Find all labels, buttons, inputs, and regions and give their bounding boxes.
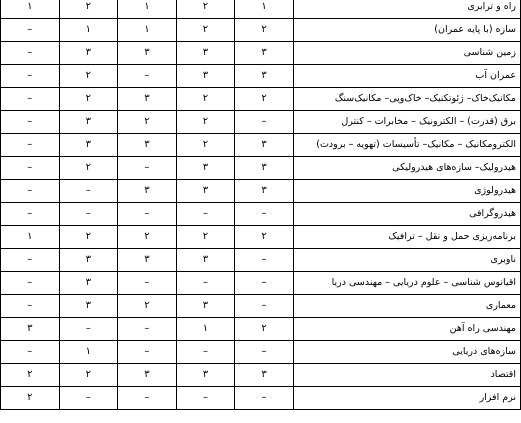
value-cell: ۲ [59, 88, 118, 111]
value-cell: – [118, 341, 177, 364]
value-cell: ۲ [176, 134, 235, 157]
row-label: سازه‌های دریایی [293, 341, 520, 364]
value-cell: – [1, 203, 60, 226]
value-cell: – [235, 203, 294, 226]
value-cell: ۲ [1, 364, 60, 387]
table-body [1, 0, 521, 410]
row-label: مهندسی راه آهن [293, 318, 520, 341]
value-cell: ۱ [118, 0, 177, 19]
table-row [1, 0, 521, 19]
value-cell: – [176, 272, 235, 295]
value-cell: ۲ [235, 318, 294, 341]
value-cell: – [59, 203, 118, 226]
value-cell: – [118, 387, 177, 410]
value-cell: – [118, 203, 177, 226]
value-cell: ۳ [118, 88, 177, 111]
table-row [1, 42, 521, 65]
value-cell: – [235, 341, 294, 364]
value-cell: ۱ [1, 226, 60, 249]
row-label: زمین شناسی [293, 42, 520, 65]
value-cell: ۳ [176, 157, 235, 180]
value-cell: – [1, 65, 60, 88]
value-cell: – [59, 180, 118, 203]
value-cell: – [1, 180, 60, 203]
value-cell: – [176, 341, 235, 364]
row-label: الکترومکانیک – مکانیک– تأسیسات (تهویه – برودت) [293, 134, 520, 157]
table-row [1, 226, 521, 249]
value-cell: – [235, 249, 294, 272]
row-label: اقتصاد [293, 364, 520, 387]
value-cell: – [59, 387, 118, 410]
value-cell: ۲ [1, 387, 60, 410]
value-cell: ۳ [118, 249, 177, 272]
value-cell: – [118, 318, 177, 341]
value-cell: ۳ [59, 295, 118, 318]
value-cell: ۲ [59, 65, 118, 88]
value-cell: ۳ [59, 111, 118, 134]
value-cell: ۲ [118, 226, 177, 249]
value-cell: – [235, 295, 294, 318]
table-row [1, 272, 521, 295]
value-cell: – [1, 157, 60, 180]
value-cell: ۱ [59, 19, 118, 42]
value-cell: ۳ [176, 295, 235, 318]
row-label: اقیانوس شناسی – علوم دریایی – مهندسی دریا [293, 272, 520, 295]
value-cell: ۳ [176, 364, 235, 387]
row-label: ناوبری [293, 249, 520, 272]
row-label: هیدرولوژی [293, 180, 520, 203]
table-row [1, 19, 521, 42]
value-cell: ۲ [235, 19, 294, 42]
table-row [1, 111, 521, 134]
value-cell: ۳ [176, 42, 235, 65]
value-cell: – [176, 203, 235, 226]
value-cell: – [1, 249, 60, 272]
value-cell: ۲ [235, 88, 294, 111]
row-label: برق (قدرت) – الکترونیک – مخابرات – کنترل [293, 111, 520, 134]
value-cell: ۳ [235, 65, 294, 88]
value-cell: ۳ [176, 180, 235, 203]
row-label: مکانیک‌خاک– ژئوتکنیک– خاک‌وپی– مکانیک‌سنگ [293, 88, 520, 111]
value-cell: ۳ [235, 134, 294, 157]
value-cell: ۱ [118, 19, 177, 42]
value-cell: ۱ [235, 0, 294, 19]
value-cell: ۲ [59, 0, 118, 19]
value-cell: ۳ [176, 65, 235, 88]
value-cell: – [235, 387, 294, 410]
value-cell: ۲ [176, 19, 235, 42]
table-row [1, 180, 521, 203]
value-cell: – [235, 111, 294, 134]
row-label: سازه (با پایه عمران) [293, 19, 520, 42]
table-row [1, 249, 521, 272]
table-row [1, 295, 521, 318]
row-label: هیدرولیک– سازه‌های هیدرولیکی [293, 157, 520, 180]
value-cell: – [118, 272, 177, 295]
value-cell: ۲ [235, 226, 294, 249]
value-cell: – [235, 272, 294, 295]
value-cell: ۲ [118, 295, 177, 318]
value-cell: – [1, 42, 60, 65]
value-cell: – [1, 341, 60, 364]
value-cell: ۳ [118, 180, 177, 203]
value-cell: ۱ [176, 318, 235, 341]
value-cell: ۲ [176, 111, 235, 134]
row-label: راه و ترابری [293, 0, 520, 19]
row-label: معماری [293, 295, 520, 318]
value-cell: ۲ [59, 364, 118, 387]
table-row [1, 88, 521, 111]
row-label: نرم افزار [293, 387, 520, 410]
value-cell: ۳ [118, 364, 177, 387]
table-row [1, 157, 521, 180]
value-cell: – [1, 295, 60, 318]
row-label: عمران آب [293, 65, 520, 88]
value-cell: – [1, 19, 60, 42]
table-row [1, 134, 521, 157]
value-cell: ۱ [59, 341, 118, 364]
value-cell: – [118, 65, 177, 88]
value-cell: ۳ [235, 42, 294, 65]
value-cell: – [1, 111, 60, 134]
value-cell: ۲ [176, 226, 235, 249]
value-cell: ۱ [1, 0, 60, 19]
value-cell: ۳ [118, 134, 177, 157]
value-cell: ۲ [176, 88, 235, 111]
value-cell: – [176, 387, 235, 410]
table-row [1, 364, 521, 387]
value-cell: ۳ [59, 249, 118, 272]
value-cell: ۲ [176, 0, 235, 19]
value-cell: ۲ [59, 226, 118, 249]
value-cell: ۳ [235, 180, 294, 203]
table-row [1, 341, 521, 364]
table-row [1, 65, 521, 88]
row-label: برنامه‌ریزی حمل و نقل – ترافیک [293, 226, 520, 249]
value-cell: – [59, 318, 118, 341]
value-cell: ۲ [118, 111, 177, 134]
value-cell: ۳ [235, 364, 294, 387]
value-cell: ۳ [118, 42, 177, 65]
value-cell: ۲ [59, 157, 118, 180]
value-cell: – [118, 157, 177, 180]
table-row [1, 203, 521, 226]
value-cell: ۳ [59, 42, 118, 65]
row-label: هیدروگرافی [293, 203, 520, 226]
value-cell: – [1, 88, 60, 111]
value-cell: ۳ [235, 157, 294, 180]
table-row [1, 318, 521, 341]
value-cell: – [1, 272, 60, 295]
value-cell: ۳ [59, 134, 118, 157]
table-row [1, 387, 521, 410]
value-cell: ۳ [1, 318, 60, 341]
value-cell: – [1, 134, 60, 157]
value-cell: ۳ [176, 249, 235, 272]
value-cell: ۳ [59, 272, 118, 295]
